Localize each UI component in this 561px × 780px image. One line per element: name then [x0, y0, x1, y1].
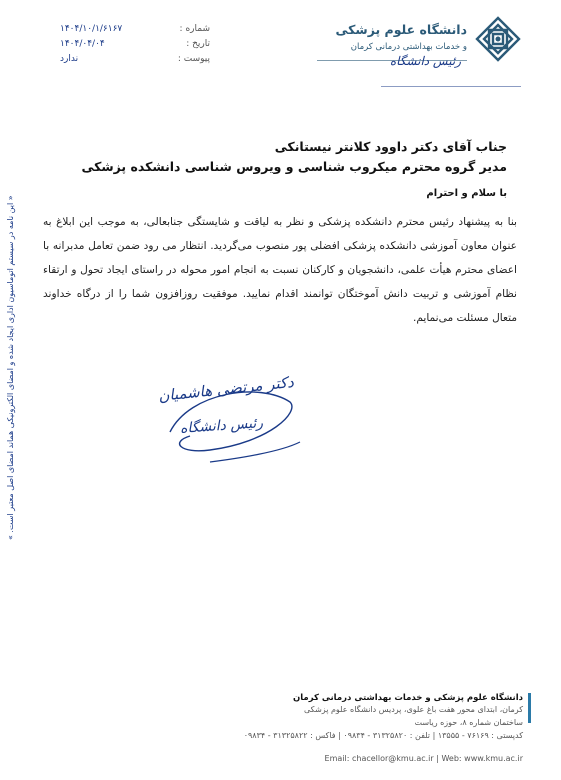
footer-address: ساختمان شماره ۸، حوزه ریاست [414, 718, 523, 727]
recipient-name: جناب آقای دکتر داوود کلانتر نیستانکی [274, 139, 507, 154]
meta-label: شماره : [179, 24, 210, 34]
meta-value: ۱۴۰۴/۰۴/۰۴ [60, 39, 105, 49]
footer-phones: کدپستی : ۷۶۱۶۹ - ۱۳۵۵۵ | تلفن : ۳۱۳۲۵۸۲۰ - ۰۹۸۳۴ | فاکس : ۳۱۳۲۵۸۲۲ - ۰۹۸۳۴ [243, 731, 523, 740]
meta-row [60, 37, 210, 52]
meta-value: ۱۴۰۴/۱۰/۱/۶۱۶۷ [60, 24, 123, 34]
university-name: دانشگاه علوم پزشکی [335, 22, 467, 37]
header-signature: رئیس دانشگاه [389, 54, 461, 68]
signature [150, 372, 310, 472]
footer [31, 693, 531, 765]
divider [381, 86, 521, 87]
footer-web[interactable]: Email: chacellor@kmu.ac.ir | Web: www.kmu.ac.ir [324, 754, 523, 763]
salutation: با سلام و احترام [426, 188, 507, 199]
meta-row [60, 22, 210, 37]
meta-value: ندارد [60, 54, 79, 64]
university-subtitle: و خدمات بهداشتی درمانی کرمان [350, 42, 467, 52]
recipient-block [47, 137, 507, 177]
signature-title: رئیس دانشگاه [179, 415, 264, 437]
letter-metadata [60, 22, 210, 67]
meta-row [60, 52, 210, 67]
signature-name: دکتر مرتضی هاشمیان [157, 372, 295, 406]
university-emblem-icon [475, 16, 521, 62]
letter-body: بنا به پیشنهاد رئیس محترم دانشکده پزشکی و نظر به لیاقت و شایستگی جنابعالی، به موجب این ابلاغ به عنوان معاون آموزشی دانشکده پزشکی افضلی پور منصوب می‌گردید. انتظار می رود ضمن تعامل مدبرانه با اعضای محترم هیأت علمی، دانشجویان و کارکنان نسبت به انجام امور محوله در راستای ایجاد تحول و ارتقاء نظام آموزشی و تربیت دانش آموختگان توانمند اقدام نمایید. موفقیت روزافزون شما را از درگاه خداوند متعال مسئلت می‌نمایم. [43, 216, 517, 324]
side-note: « این نامه در سیستم اتوماسیون اداری ایجاد شده و امضای الکترونیکی هماند امضای اصل معتبر است. » [6, 195, 15, 540]
footer-title: دانشگاه علوم پزشکی و خدمات بهداشتی درمانی کرمان [292, 693, 523, 703]
recipient-title: مدیر گروه محترم میکروب شناسی و ویروس شناسی دانشکده پزشکی [81, 159, 507, 174]
meta-label: تاریخ : [186, 39, 210, 49]
footer-address: کرمان، ابتدای محور هفت باغ علوی، پردیس دانشگاه علوم پزشکی [304, 705, 523, 714]
footer-accent-bar [528, 693, 531, 723]
meta-label: پیوست : [177, 54, 210, 64]
